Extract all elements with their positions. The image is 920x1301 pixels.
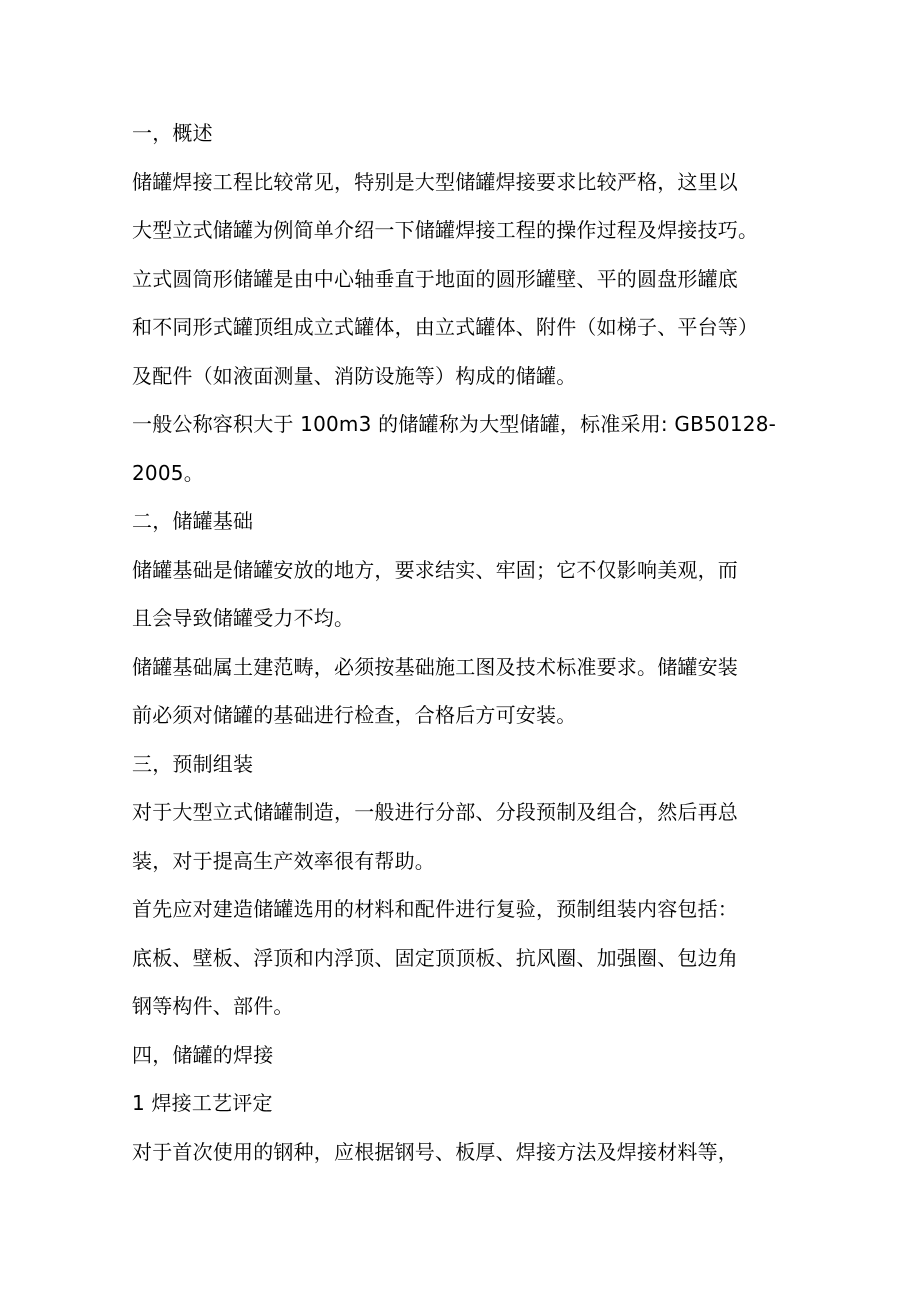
paragraph-line: 一般公称容积大于 100m3 的储罐称为大型储罐，标准采用: GB50128- bbox=[132, 412, 777, 436]
subsection-heading-procedure-qualification: 1 焊接工艺评定 bbox=[132, 1091, 273, 1115]
paragraph-line: 前必须对储罐的基础进行检查，合格后方可安装。 bbox=[132, 703, 577, 727]
paragraph-line: 大型立式储罐为例简单介绍一下储罐焊接工程的操作过程及焊接技巧。 bbox=[132, 218, 759, 242]
paragraph-line: 及配件（如液面测量、消防设施等）构成的储罐。 bbox=[132, 363, 577, 388]
paragraph-line: 立式圆筒形储罐是由中心轴垂直于地面的圆形罐壁、平的圆盘形罐底 bbox=[132, 266, 738, 291]
paragraph-line: 钢等构件、部件。 bbox=[132, 994, 294, 1018]
paragraph-line: 对于大型立式储罐制造，一般进行分部、分段预制及组合，然后再总 bbox=[132, 800, 738, 824]
paragraph-line: 储罐基础属土建范畴，必须按基础施工图及技术标准要求。储罐安装 bbox=[132, 654, 738, 679]
section-heading-welding: 四，储罐的焊接 bbox=[132, 1042, 274, 1067]
paragraph-line: 储罐基础是储罐安放的地方，要求结实、牢固；它不仅影响美观，而 bbox=[132, 557, 738, 582]
section-heading-overview: 一，概述 bbox=[132, 121, 213, 145]
paragraph-line: 对于首次使用的钢种，应根据钢号、板厚、焊接方法及焊接材料等， bbox=[132, 1139, 738, 1164]
section-heading-prefabrication: 三，预制组装 bbox=[132, 751, 254, 776]
paragraph-line: 底板、壁板、浮顶和内浮顶、固定顶顶板、抗风圈、加强圈、包边角 bbox=[132, 945, 738, 970]
paragraph-line: 2005。 bbox=[132, 460, 204, 485]
document-body bbox=[132, 114, 797, 1181]
paragraph-line: 装，对于提高生产效率很有帮助。 bbox=[132, 848, 435, 873]
paragraph-line: 储罐焊接工程比较常见，特别是大型储罐焊接要求比较严格，这里以 bbox=[132, 169, 738, 194]
paragraph-line: 和不同形式罐顶组成立式罐体，由立式罐体、附件（如梯子、平台等） bbox=[132, 315, 759, 339]
paragraph-line: 首先应对建造储罐选用的材料和配件进行复验，预制组装内容包括： bbox=[132, 897, 738, 921]
paragraph-line: 且会导致储罐受力不均。 bbox=[132, 606, 355, 630]
section-heading-foundation: 二，储罐基础 bbox=[132, 509, 254, 533]
